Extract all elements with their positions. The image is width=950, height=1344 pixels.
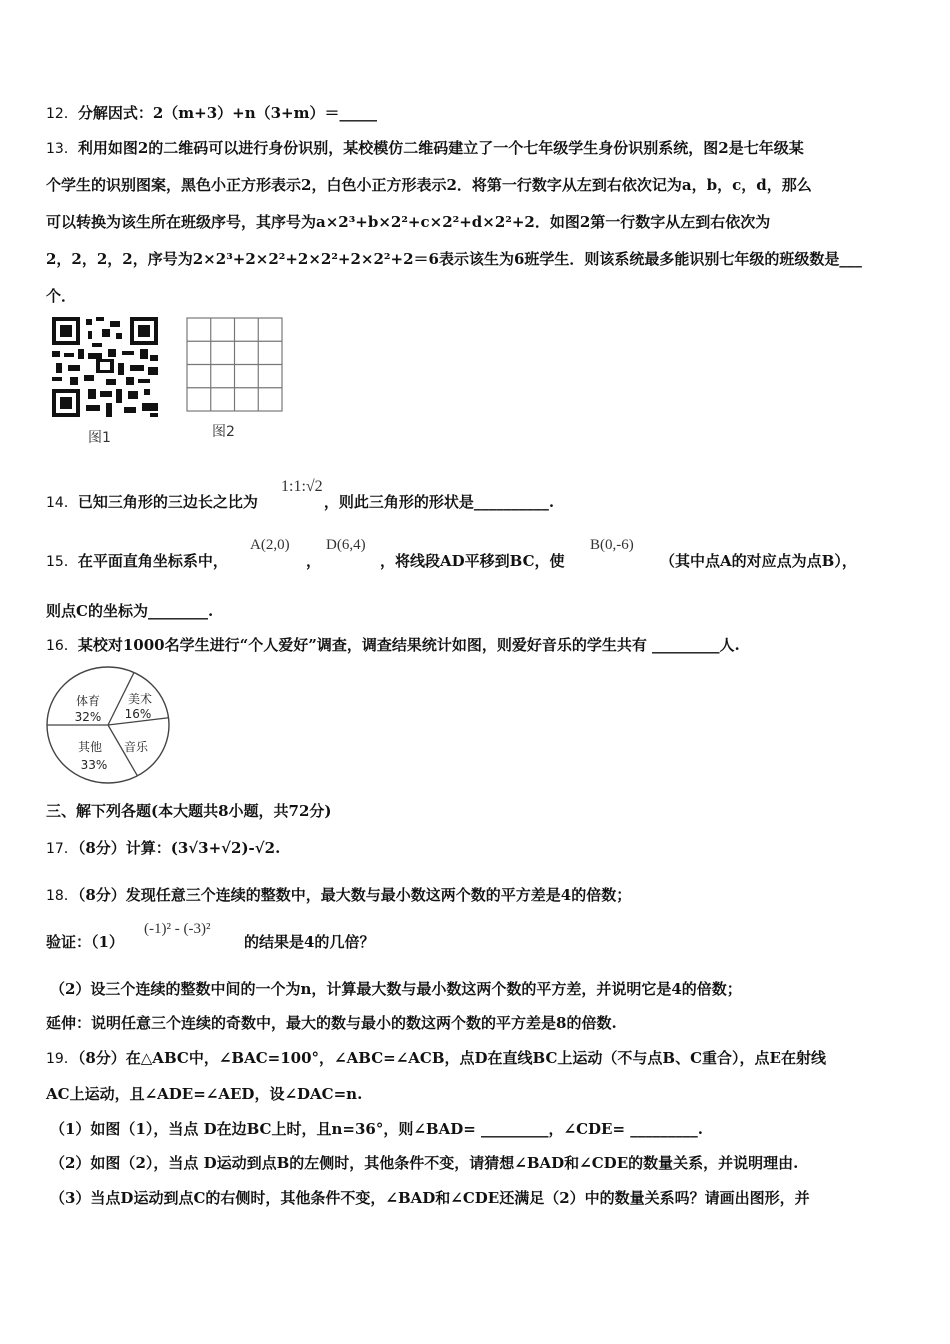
q18-line3: （2）设三个连续的整数中间的一个为n，计算最大数与最小数这两个数的平方差，并说明它是4的倍数；	[50, 980, 742, 998]
q15-point-b: B(0,-6)	[590, 537, 634, 553]
section-heading: 三、解下列各题(本大题共8小题，共72分)	[46, 802, 332, 820]
q12-line	[46, 102, 377, 125]
q16-number: 16．	[46, 638, 78, 654]
pie-label-pe: 体育	[75, 694, 101, 708]
q19-line4: （2）如图（2），当点 D运动到点B的左侧时，其他条件不变，请猜想∠BAD和∠CDE的数量关系，并说明理由.	[50, 1154, 799, 1172]
q19-line3: （1）如图（1），当点 D在边BC上时，且n=36°，则∠BAD= _________，∠CDE= _________.	[50, 1120, 703, 1138]
q13-text-1: 利用如图2的二维码可以进行身份识别，某校模仿二维码建立了一个七年级学生身份识别系统，图2是七年级某	[77, 139, 804, 157]
q15-sep: ，	[306, 552, 322, 570]
pie-label-art-pct: 16%	[124, 707, 152, 721]
pie-label-music: 音乐	[123, 740, 149, 754]
q17-text: （8分）计算：(3√3+√2)-√2.	[77, 839, 281, 857]
q13-line3: 可以转换为该生所在班级序号，其序号为a×2³+b×2²+c×2²+d×2²+2．如图2第一行数字从左到右依次为	[46, 213, 771, 231]
pie-label-other-pct: 33%	[80, 758, 108, 772]
pie-chart	[46, 665, 178, 785]
q19-line1	[46, 1047, 826, 1070]
q15-point-a: A(2,0)	[250, 537, 290, 553]
q18-number: 18．	[46, 888, 78, 904]
q12-number: 12．	[46, 106, 78, 122]
figure1-caption: 图1	[88, 430, 111, 446]
pie-label-pe-pct: 32%	[74, 710, 102, 724]
q15-line1	[46, 550, 228, 573]
q15-point-d: D(6,4)	[326, 537, 366, 553]
q18-line2-post: 的结果是4的几倍？	[244, 933, 375, 951]
q13-line5: 个．	[46, 287, 77, 305]
pie-label-art: 美术	[127, 692, 153, 706]
q18-expression: (-1)² - (-3)²	[144, 921, 211, 937]
q19-line2: AC上运动，且∠ADE=∠AED，设∠DAC=n.	[46, 1085, 363, 1103]
q12-text: 分解因式：2（m+3）+n（3+m）＝_____	[77, 104, 377, 122]
q13-line4: 2，2，2，2，序号为2×2³+2×2²+2×2²+2×2²+2＝6表示该生为6班学生．则该系统最多能识别七年级的班级数是___	[46, 250, 862, 268]
q14-ratio: 1:1:√2	[281, 478, 323, 495]
grid-figure	[186, 317, 284, 413]
q19-line5: （3）当点D运动到点C的右侧时，其他条件不变，∠BAD和∠CDE还满足（2）中的数量关系吗？请画出图形，并	[50, 1189, 810, 1207]
qr-code-figure	[52, 317, 158, 417]
q15-mid: ，将线段AD平移到BC，使	[380, 552, 565, 570]
q19-text-1: （8分）在△ABC中，∠BAC=100°，∠ABC=∠ACB，点D在直线BC上运动（不与点B、C重合），点E在射线	[77, 1049, 826, 1067]
q16-text: 某校对1000名学生进行“个人爱好”调查，调查结果统计如图，则爱好音乐的学生共有 _________人.	[77, 636, 740, 654]
q14-pre: 已知三角形的三边长之比为	[77, 493, 258, 511]
q17-line	[46, 837, 280, 860]
q15-pre: 在平面直角坐标系中，	[77, 552, 228, 570]
q18-line4: 延伸：说明任意三个连续的奇数中，最大的数与最小的数这两个数的平方差是8的倍数.	[46, 1014, 617, 1032]
figure2-caption: 图2	[212, 424, 235, 440]
q15-line2: 则点C的坐标为________.	[46, 602, 214, 620]
q19-number: 19．	[46, 1051, 78, 1067]
q16-line	[46, 634, 740, 657]
q13-line1	[46, 137, 804, 160]
q18-line2-pre: 验证：（1）	[46, 933, 124, 951]
q15-post: （其中点A的对应点为点B），	[660, 552, 857, 570]
q14-post: ，则此三角形的形状是__________.	[323, 493, 555, 511]
q15-number: 15．	[46, 554, 78, 570]
q18-text-1: （8分）发现任意三个连续的整数中，最大数与最小数这两个数的平方差是4的倍数；	[77, 886, 632, 904]
q18-line1	[46, 884, 631, 907]
q17-number: 17．	[46, 841, 78, 857]
q13-number: 13．	[46, 141, 78, 157]
q14-number: 14．	[46, 495, 78, 511]
q13-line2: 个学生的识别图案，黑色小正方形表示2，白色小正方形表示2．将第一行数字从左到右依次记为a，b，c，d，那么	[46, 176, 812, 194]
pie-label-other: 其他	[77, 740, 103, 754]
